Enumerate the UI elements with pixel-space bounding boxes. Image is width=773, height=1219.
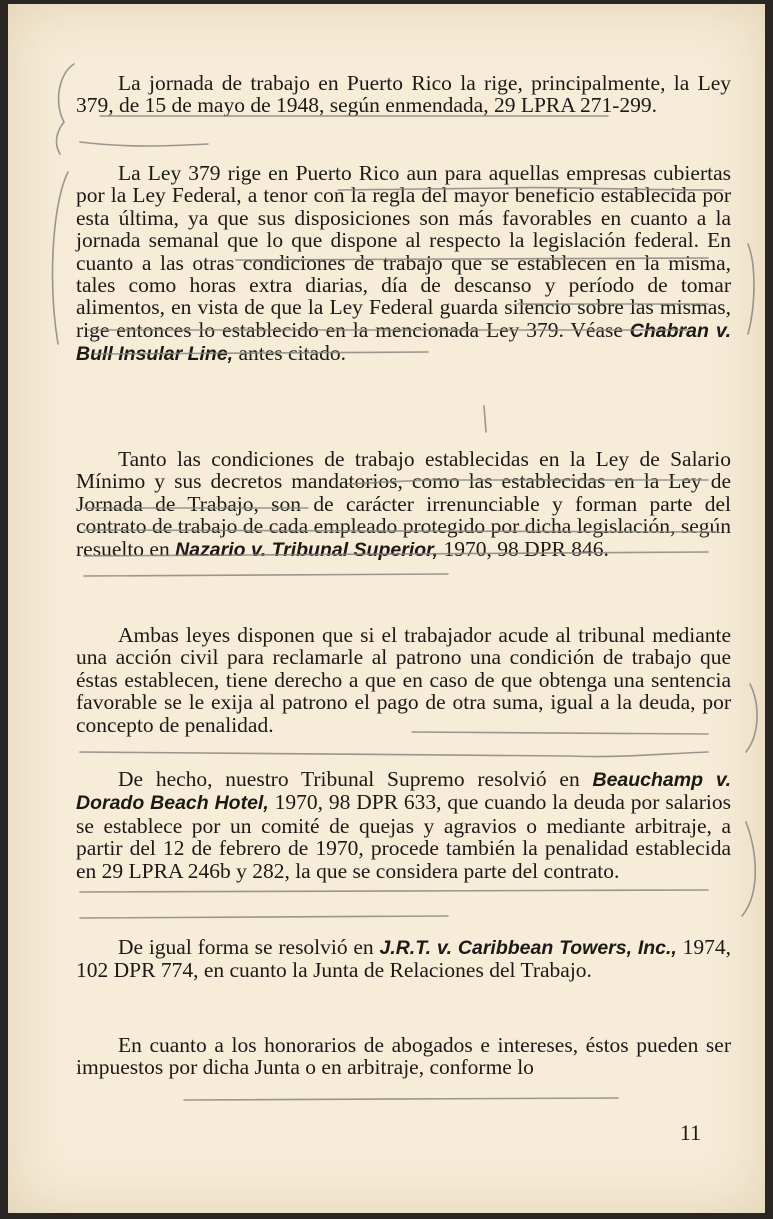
paragraph-text: Tanto las condiciones de trabajo establecidas en la Ley de Salario Mínimo y sus decretos mandatorios, como las establecidas en la Ley de Jornada de Trabajo, son de carácter irrenunciable y forman parte del contrato de trabajo de cada empleado protegido por dicha legislación, según resuelto en (76, 447, 731, 561)
paragraph-text: antes citado. (233, 341, 346, 366)
page-number: 11 (679, 1120, 701, 1145)
book-page (8, 4, 765, 1213)
paragraph-text: 1970, 98 DPR 846. (438, 536, 609, 561)
paragraph-text: De igual forma se resolvió en (118, 935, 380, 959)
paragraph-text: 1970, 98 DPR 633, que cuando la deuda por salarios se establece por un comité de quejas y agravios o mediante arbitraje, a partir del 12 de febrero de 1970, procede también la penalidad establecida en 29 LPRA 246b y 282, la que se considera parte del contrato. (76, 790, 731, 883)
paragraph-text: Ambas leyes disponen que si el trabajador acude al tribunal mediante una acción civil para reclamarle al patrono una condición de trabajo que éstas establecen, tiene derecho a que en caso de que obtenga una sentencia favorable se le exija al patrono el pago de otra suma, igual a la deuda, por concepto de penalidad. (76, 623, 731, 737)
paragraph-text: 1974, 102 DPR 774, en cuanto la Junta de Relaciones del Trabajo. (76, 935, 731, 983)
paragraph-text: La jornada de trabajo en Puerto Rico la rige, principalmente, la Ley 379, de 15 de mayo de 1948, según enmendada, 29 LPRA 271-299. (76, 71, 731, 118)
case-citation: Beauchamp v. Dorado Beach Hotel, (76, 769, 732, 815)
handwritten-annotations (8, 4, 765, 1213)
paragraph-text: En cuanto a los honorarios de abogados e intereses, éstos pueden ser impuestos por dicha Junta o en arbitraje, conforme lo (76, 1033, 731, 1080)
case-citation: Nazario v. Tribunal Superior, (175, 538, 439, 561)
paragraph-text: De hecho, nuestro Tribunal Supremo resolvió en (118, 767, 593, 791)
case-citation: Chabran v. Bull Insular Line, (76, 319, 732, 366)
case-citation: J.R.T. v. Caribbean Towers, Inc., (379, 937, 677, 959)
paragraph-text: La Ley 379 rige en Puerto Rico aun para aquellas empresas cubiertas por la Ley Federal, a tenor con la regla del mayor beneficio establecida por esta última, ya que sus disposiciones son más favorables en cuanto a la jornada semanal que lo que dispone al respecto la legislación federal. En cuanto a las otras condiciones de trabajo que se establecen en la misma, tales como horas extra diarias, día de descanso y período de tomar alimentos, en vista de que la Ley Federal guarda silencio sobre las mismas, rige entonces lo establecido en la mencionada Ley 379. Véase (76, 161, 731, 342)
